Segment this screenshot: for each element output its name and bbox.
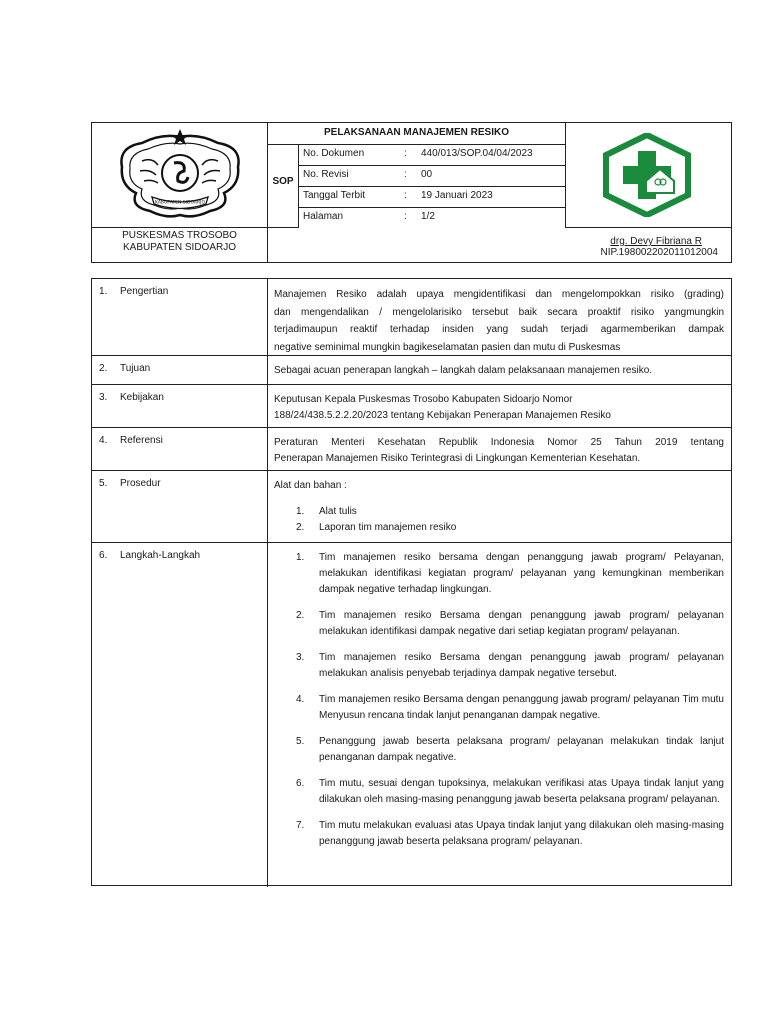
- section-label-cell: [92, 471, 268, 542]
- step-number: 7.: [296, 820, 305, 831]
- content-line: terjadimaupun reaktif terhadap insiden yang sudah terjadi agarmemberikan dampak: [274, 324, 724, 335]
- meta-colon: :: [404, 211, 407, 222]
- section-kebijakan: [92, 385, 731, 428]
- section-pengertian: [92, 279, 731, 356]
- meta-row-no-revisi: [299, 166, 565, 187]
- meta-row-halaman: [299, 208, 565, 229]
- meta-label: Halaman: [303, 211, 344, 222]
- sop-label: SOP: [272, 176, 294, 187]
- section-label: Prosedur: [120, 478, 161, 489]
- puskesmas-logo-cell: [566, 123, 732, 228]
- organization-regency: KABUPATEN SIDOARJO: [123, 242, 236, 253]
- meta-label: No. Revisi: [303, 169, 349, 180]
- section-label-cell: [92, 428, 268, 470]
- section-number: 3.: [99, 392, 108, 403]
- list-item: [274, 734, 724, 766]
- step-number: 6.: [296, 778, 305, 789]
- item-number: 2.: [296, 522, 305, 533]
- organization-cell: [92, 228, 268, 263]
- step-text: Tim manajemen resiko bersama dengan penanggung jawab program/ Pelayanan, melakukan identifikasi kegiatan program/ pelayanan yang kemungkinan memberikan dampak negative terhadap lingkungan.: [319, 552, 724, 595]
- meta-value: 1/2: [421, 211, 435, 222]
- document-header: [91, 122, 732, 263]
- list-item: [274, 776, 724, 808]
- section-label-cell: [92, 279, 268, 355]
- list-item: [274, 818, 724, 850]
- list-item: [274, 692, 724, 724]
- section-tujuan: [92, 356, 731, 385]
- step-number: 1.: [296, 552, 305, 563]
- step-text: Tim manajemen resiko Bersama dengan penanggung jawab program/ pelayanan melakukan analisis penyebab terjadinya dampak negative tersebut.: [319, 652, 724, 679]
- step-number: 3.: [296, 652, 305, 663]
- item-text: Alat tulis: [319, 506, 357, 517]
- section-label: Tujuan: [120, 363, 151, 374]
- content-line: Keputusan Kepala Puskesmas Trosobo Kabupaten Sidoarjo Nomor: [274, 394, 573, 405]
- content-line: 188/24/438.5.2.2.20/2023 tentang Kebijakan Penerapan Manajemen Resiko: [274, 410, 611, 421]
- meta-colon: :: [404, 169, 407, 180]
- section-content: [274, 286, 724, 356]
- meta-row-no-dokumen: [299, 145, 565, 166]
- section-number: 5.: [99, 478, 108, 489]
- signer-name: drg. Devy Fibriana R: [610, 236, 702, 247]
- section-number: 4.: [99, 435, 108, 446]
- sop-cell: [268, 144, 299, 228]
- meta-value: 440/013/SOP.04/04/2023: [421, 148, 533, 159]
- regency-logo-cell: [92, 123, 268, 228]
- step-text: Tim manajemen resiko Bersama dengan penanggung jawab program/ pelayanan Tim mutu Menyusun rencana tindak lanjut penanganan dampak negative.: [319, 694, 724, 721]
- emblem-ribbon-text: KABUPATEN SIDOARJO: [154, 200, 206, 206]
- section-label: Langkah-Langkah: [120, 550, 201, 561]
- section-referensi: [92, 428, 731, 471]
- steps-list: [274, 550, 724, 850]
- section-label-cell: [92, 543, 268, 887]
- meta-value: 00: [421, 169, 433, 180]
- puskesmas-logo-icon: [600, 133, 694, 217]
- step-text: Tim mutu, sesuai dengan tupoksinya, melakukan verifikasi atas Upaya tindak lanjut yang dilakukan oleh masing-masing penanggung jawab beserta pelaksana program/ pelayanan.: [319, 778, 724, 805]
- meta-colon: :: [404, 190, 407, 201]
- section-langkah: [92, 543, 731, 887]
- content-line: dan mengendalikan / mengelolarisiko tersebut baik secara proaktif risiko yangmungkin: [274, 306, 724, 318]
- meta-label: No. Dokumen: [303, 148, 365, 159]
- section-label: Referensi: [120, 435, 163, 446]
- step-number: 5.: [296, 736, 305, 747]
- list-item: [274, 650, 724, 682]
- step-number: 2.: [296, 610, 305, 621]
- prosedur-intro: Alat dan bahan :: [274, 480, 347, 491]
- document-meta: [299, 144, 566, 228]
- content-line: Penerapan Manajemen Risiko Terintegrasi di Lingkungan Kementerian Kesehatan.: [274, 453, 641, 464]
- list-item: [274, 608, 724, 640]
- section-label-cell: [92, 356, 268, 384]
- section-content: [274, 435, 724, 467]
- section-content: [274, 392, 724, 424]
- document-title-cell: [268, 123, 566, 144]
- step-text: Tim mutu melakukan evaluasi atas Upaya tindak lanjut yang dilakukan oleh masing-masing penanggung jawab beserta pelaksana program/ pelayanan.: [319, 820, 724, 847]
- signature-cell: [268, 228, 732, 263]
- section-content: [274, 478, 724, 536]
- materials-list: [274, 504, 724, 536]
- list-item: [274, 504, 724, 520]
- signer-nip: NIP.198002202011012004: [600, 247, 718, 258]
- section-content: [274, 550, 724, 860]
- step-text: Penanggung jawab beserta pelaksana program/ pelayanan melakukan tindak lanjut penanganan dampak negative.: [319, 736, 724, 763]
- list-item: [274, 550, 724, 598]
- section-label: Pengertian: [120, 286, 169, 297]
- content-line: negative seminimal mungkin bagikeselamatan pasien dan mutu di Puskesmas: [274, 341, 621, 353]
- content-line: Peraturan Menteri Kesehatan Republik Indonesia Nomor 25 Tahun 2019 tentang: [274, 437, 724, 448]
- sidoarjo-emblem-icon: [112, 127, 248, 225]
- meta-row-tanggal-terbit: [299, 187, 565, 208]
- content-line: Manajemen Resiko adalah upaya mengidentifikasi dan mengelompokkan risiko (grading): [274, 289, 724, 300]
- section-prosedur: [92, 471, 731, 543]
- document-title: PELAKSANAAN MANAJEMEN RESIKO: [323, 127, 509, 138]
- item-number: 1.: [296, 506, 305, 517]
- meta-value: 19 Januari 2023: [421, 190, 493, 201]
- list-item: [274, 520, 724, 536]
- sop-content-table: [91, 278, 732, 886]
- organization-name: PUSKESMAS TROSOBO: [122, 230, 237, 241]
- section-number: 6.: [99, 550, 108, 561]
- meta-label: Tanggal Terbit: [303, 190, 366, 201]
- item-text: Laporan tim manajemen resiko: [319, 522, 457, 533]
- step-number: 4.: [296, 694, 305, 705]
- section-content: Sebagai acuan penerapan langkah – langkah dalam pelaksanaan manajemen resiko.: [274, 365, 653, 376]
- section-number: 2.: [99, 363, 108, 374]
- section-label: Kebijakan: [120, 392, 164, 403]
- meta-colon: :: [404, 148, 407, 159]
- section-number: 1.: [99, 286, 108, 297]
- step-text: Tim manajemen resiko Bersama dengan penanggung jawab program/ pelayanan melakukan identifikasi dampak negative dari setiap kegiatan program/ pelayanan.: [319, 610, 724, 637]
- section-label-cell: [92, 385, 268, 427]
